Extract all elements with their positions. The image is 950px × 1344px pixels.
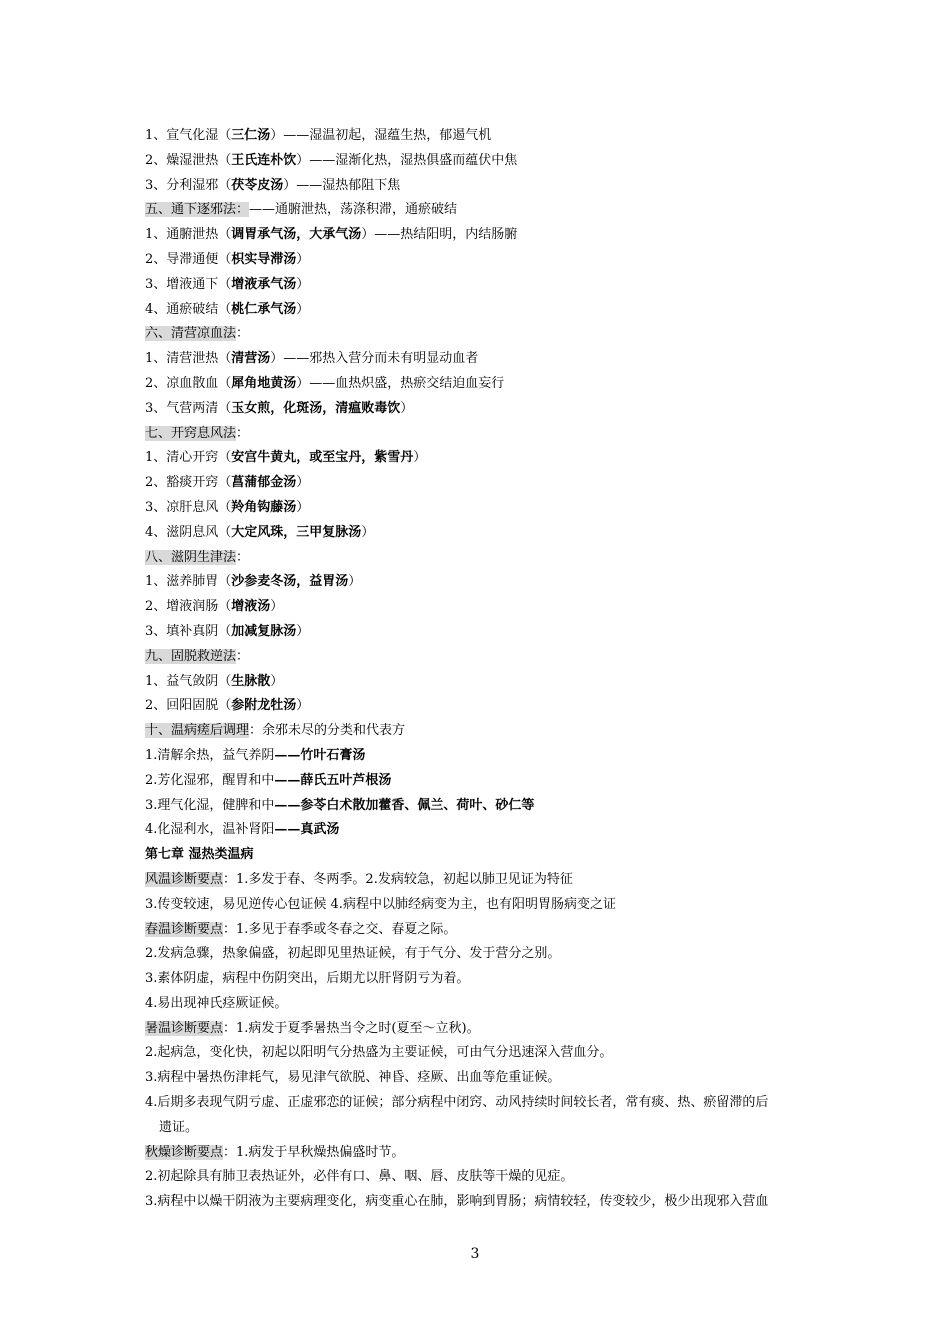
text-span: ）——湿渐化热，湿热俱盛而蕴伏中焦 — [296, 152, 518, 168]
text-span: ：1.多见于春季或冬春之交、春夏之际。 — [223, 921, 457, 937]
text-line — [145, 942, 815, 967]
text-span: ：余邪未尽的分类和代表方 — [249, 723, 406, 739]
text-line — [145, 273, 815, 298]
text-line — [145, 521, 815, 546]
text-span: 2、豁痰开窍（ — [145, 475, 232, 491]
text-span: ：1.病发于夏季暑热当令之时(夏至～立秋)。 — [223, 1020, 480, 1036]
text-line — [145, 223, 815, 248]
text-line — [145, 1091, 815, 1116]
text-span: ） — [348, 574, 362, 590]
text-span: 1、通腑泄热（ — [145, 227, 232, 243]
text-span: 3、气营两清（ — [145, 400, 232, 416]
text-line — [145, 843, 815, 868]
formula-name: 茯苓皮汤 — [231, 177, 284, 193]
text-line — [145, 818, 815, 843]
formula-name: 参附龙牡汤 — [231, 698, 297, 714]
text-span: 3.病程中以燥干阴液为主要病理变化，病变重心在肺，影响到胃肠；病情较轻，传变较少，极少出现邪入营血 — [145, 1194, 769, 1210]
text-span: 2、燥湿泄热（ — [145, 152, 232, 168]
text-line — [145, 1165, 815, 1190]
text-span: 2、凉血散血（ — [145, 375, 232, 391]
formula-name: 犀角地黄汤 — [231, 375, 297, 391]
formula-name: 安宫牛黄丸，或至宝丹，紫雪丹 — [231, 450, 414, 466]
text-span: 4.易出现神氏痉厥证候。 — [145, 995, 288, 1011]
text-span: 2、增液润肠（ — [145, 599, 232, 615]
text-line — [145, 372, 815, 397]
text-span: 4.化湿利水，温补肾阳 — [145, 822, 275, 838]
text-line — [145, 1190, 815, 1215]
text-span: ） — [413, 450, 427, 466]
text-span: 1、益气敛阴（ — [145, 673, 232, 689]
text-line — [145, 868, 815, 893]
text-span: 3.传变较速，易见逆传心包证候 4.病程中以肺经病变为主，也有阳明胃肠病变之证 — [145, 896, 616, 912]
formula-name: 玉女煎，化斑汤，清瘟败毒饮 — [231, 400, 401, 416]
text-line — [145, 645, 815, 670]
text-line — [145, 670, 815, 695]
formula-name: 第七章 湿热类温病 — [145, 847, 254, 863]
text-span: 2.发病急骤，热象偏盛，初起即见里热证候，有于气分、发于营分之别。 — [145, 946, 561, 962]
text-line — [145, 446, 815, 471]
section-heading: 秋燥诊断要点 — [145, 1144, 224, 1160]
text-span: 3、填补真阴（ — [145, 623, 232, 639]
section-heading: 五、通下逐邪法： — [145, 202, 250, 218]
text-span: 3.素体阴虚，病程中伤阴突出，后期尤以肝肾阴亏为着。 — [145, 971, 470, 987]
text-line — [145, 967, 815, 992]
text-line — [145, 198, 815, 223]
text-line — [145, 1017, 815, 1042]
formula-name: ——薛氏五叶芦根汤 — [274, 772, 392, 788]
text-span: ： — [236, 648, 250, 664]
text-span: ）——邪热入营分而未有明显动血者 — [270, 351, 479, 367]
text-span: ）——湿温初起，湿蕴生热，郁遏气机 — [270, 128, 492, 143]
text-line — [145, 174, 815, 199]
text-span: ） — [296, 276, 310, 292]
text-span: 1.清解余热，益气养阴 — [145, 747, 275, 763]
section-heading: 春温诊断要点 — [145, 921, 224, 937]
text-line — [145, 595, 815, 620]
formula-name: 桃仁承气汤 — [231, 301, 297, 317]
text-span: ：1.多发于春、冬两季。2.发病较急，初起以肺卫见证为特征 — [223, 871, 573, 887]
formula-name: 枳实导滞汤 — [231, 251, 297, 267]
text-span: 4、通瘀破结（ — [145, 301, 232, 317]
text-line — [145, 918, 815, 943]
formula-name: 菖蒲郁金汤 — [231, 475, 297, 491]
text-line — [145, 570, 815, 595]
text-span: ——通腑泄热，荡涤积滞，通瘀破结 — [249, 202, 458, 218]
text-span: ） — [270, 599, 284, 615]
text-line — [145, 347, 815, 372]
text-span: 1、清营泄热（ — [145, 351, 232, 367]
text-line — [145, 496, 815, 521]
text-span: ） — [296, 301, 310, 317]
text-span: 3、分利湿邪（ — [145, 177, 232, 193]
text-line — [145, 992, 815, 1017]
formula-name: 加减复脉汤 — [231, 623, 297, 639]
text-span: ）——湿热郁阻下焦 — [283, 177, 401, 193]
section-heading: 八、滋阴生津法 — [145, 549, 237, 565]
text-span: ）——血热炽盛，热瘀交结迫血妄行 — [296, 375, 505, 391]
text-line — [145, 893, 815, 918]
text-span: ） — [296, 251, 310, 267]
formula-name: 羚角钩藤汤 — [231, 499, 297, 515]
text-line — [145, 471, 815, 496]
text-span: 4.后期多表现气阴亏虚、正虚邪恋的证候；部分病程中闭窍、动风持续时间较长者，常有痰、热、瘀留滞的后 — [145, 1095, 769, 1111]
formula-name: 增液承气汤 — [231, 276, 297, 292]
text-span: 1、宣气化湿（ — [145, 128, 232, 143]
text-span: ） — [270, 673, 284, 689]
text-line — [145, 1041, 815, 1066]
text-span: 2、导滞通便（ — [145, 251, 232, 267]
text-span: ： — [236, 549, 250, 565]
formula-name: 王氏连朴饮 — [231, 152, 297, 168]
text-span: ） — [296, 698, 310, 714]
text-span: 3、凉肝息风（ — [145, 499, 232, 515]
text-span: 4、滋阴息风（ — [145, 524, 232, 540]
formula-name: 清营汤 — [231, 351, 271, 367]
section-heading: 风温诊断要点 — [145, 871, 224, 887]
text-line — [145, 744, 815, 769]
text-span: 3.理气化湿，健脾和中 — [145, 797, 275, 813]
text-span: ） — [296, 623, 310, 639]
text-line — [145, 149, 815, 174]
text-span: 遗证。 — [159, 1119, 199, 1135]
text-span: ） — [296, 475, 310, 491]
text-span: 1、滋养肺胃（ — [145, 574, 232, 590]
text-line — [145, 124, 815, 149]
text-span: ： — [236, 326, 250, 342]
text-line — [145, 694, 815, 719]
text-line — [145, 719, 815, 744]
formula-name: 沙参麦冬汤，益胃汤 — [231, 574, 349, 590]
text-span: 2.起病急，变化快，初起以阳明气分热盛为主要证候，可由气分迅速深入营血分。 — [145, 1045, 613, 1061]
section-heading: 十、温病瘥后调理 — [145, 723, 250, 739]
formula-name: 生脉散 — [231, 673, 271, 689]
section-heading: 九、固脱救逆法 — [145, 648, 237, 664]
text-line — [145, 1141, 815, 1166]
formula-name: ——参苓白术散加藿香、佩兰、荷叶、砂仁等 — [274, 797, 535, 813]
section-heading: 六、清营凉血法 — [145, 326, 237, 342]
page-number: 3 — [470, 1246, 480, 1262]
text-line — [145, 1066, 815, 1091]
section-heading: 七、开窍息风法 — [145, 425, 237, 441]
text-span: ： — [236, 425, 250, 441]
page-body — [145, 124, 815, 1215]
text-span: ） — [361, 524, 375, 540]
formula-name: 调胃承气汤，大承气汤 — [231, 227, 362, 243]
text-line — [145, 769, 815, 794]
text-span: ） — [296, 499, 310, 515]
text-line — [145, 397, 815, 422]
text-span: ）——热结阳明，内结肠腑 — [361, 227, 518, 243]
text-span: 2.初起除具有肺卫表热证外，必伴有口、鼻、咽、唇、皮肤等干燥的见症。 — [145, 1169, 574, 1185]
text-line — [145, 1116, 815, 1141]
text-line — [145, 620, 815, 645]
text-line — [145, 248, 815, 273]
formula-name: 增液汤 — [231, 599, 271, 615]
text-span: 2.芳化湿邪，醒胃和中 — [145, 772, 275, 788]
text-line — [145, 422, 815, 447]
text-span: ：1.病发于早秋燥热偏盛时节。 — [223, 1144, 405, 1160]
text-line — [145, 298, 815, 323]
text-span: 3.病程中暑热伤津耗气，易见津气欲脱、神昏、痉厥、出血等危重证候。 — [145, 1070, 561, 1086]
formula-name: 三仁汤 — [231, 128, 271, 143]
text-span: 1、清心开窍（ — [145, 450, 232, 466]
text-line — [145, 794, 815, 819]
text-span: 3、增液通下（ — [145, 276, 232, 292]
text-line — [145, 546, 815, 571]
text-span: 2、回阳固脱（ — [145, 698, 232, 714]
section-heading: 暑温诊断要点 — [145, 1020, 224, 1036]
formula-name: 大定风珠，三甲复脉汤 — [231, 524, 362, 540]
formula-name: ——竹叶石膏汤 — [274, 747, 366, 763]
formula-name: ——真武汤 — [274, 822, 340, 838]
text-span: ） — [400, 400, 414, 416]
text-line — [145, 322, 815, 347]
